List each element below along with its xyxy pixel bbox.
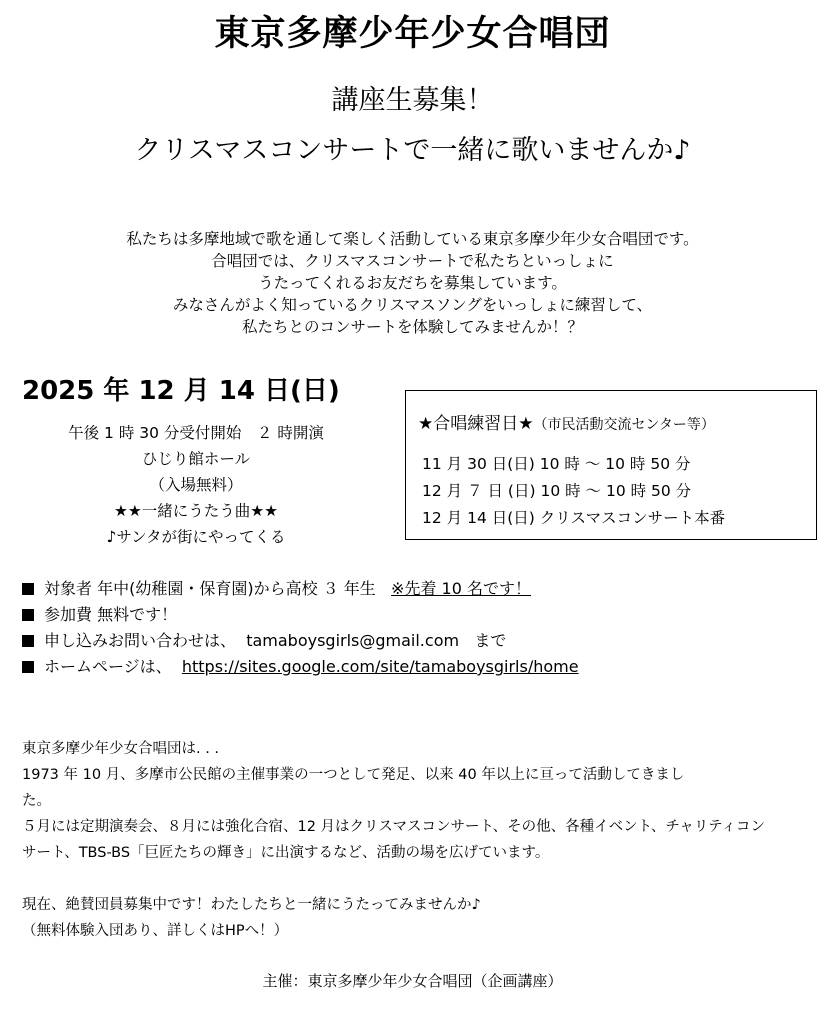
page-title: 東京多摩少年少女合唱団 — [214, 14, 611, 54]
spacer — [22, 866, 812, 892]
about-section — [22, 736, 812, 944]
info-homepage — [22, 654, 579, 680]
target-note: ※先着 10 名です！ — [391, 579, 531, 598]
intro-line: 私たちとのコンサートを体験してみませんか！？ — [241, 318, 583, 336]
practice-schedule-box — [405, 390, 817, 540]
homepage-link[interactable]: https://sites.google.com/site/tamaboysgirls/home — [181, 657, 579, 676]
about-line: ５月には定期演奏会、８月には強化合宿、12 月はクリスマスコンサート、その他、各種イベント、チャリティコン — [22, 819, 765, 835]
contact-suffix: まで — [474, 631, 507, 650]
target-label: 対象者 — [44, 579, 93, 598]
contact-email-link[interactable]: tamaboysgirls@gmail.com — [246, 631, 460, 650]
intro-line: 合唱団では、クリスマスコンサートで私たちといっしょに — [211, 252, 614, 270]
event-venue: ひじり館ホール — [141, 450, 251, 468]
sponsor-footer: 主催：東京多摩少年少女合唱団（企画講座） — [262, 972, 563, 990]
contact-label: 申し込みお問い合わせは、 — [44, 631, 237, 650]
about-line: （無料体験入団あり、詳しくはHPへ！） — [22, 923, 289, 939]
song-title: ♪サンタが街にやってくる — [106, 528, 286, 546]
about-line: サート、TBS-BS「巨匠たちの輝き」に出演するなど、活動の場を広げています。 — [22, 845, 550, 861]
event-fee-note: （入場無料） — [149, 476, 243, 494]
info-contact — [22, 628, 579, 654]
about-line: 現在、絶賛団員募集中です！わたしたちと一緒にうたってみませんか♪ — [22, 897, 481, 913]
target-value: 年中(幼稚園・保育園)から高校 ３ 年生 — [97, 579, 376, 598]
intro-line: うたってくれるお友だちを募集しています。 — [258, 274, 567, 292]
event-details — [22, 420, 370, 550]
practice-item: 12 月 14 日(日) クリスマスコンサート本番 — [422, 509, 726, 527]
songs-heading: ★★一緒にうたう曲★★ — [113, 502, 279, 520]
about-line: た。 — [22, 793, 51, 809]
square-bullet-icon — [22, 583, 34, 595]
info-list — [22, 576, 579, 680]
recruit-heading: 講座生募集！ — [331, 85, 494, 116]
intro-paragraph — [0, 228, 825, 338]
square-bullet-icon — [22, 661, 34, 673]
homepage-label: ホームページは、 — [44, 657, 172, 676]
practice-heading-note: （市民活動交流センター等） — [533, 417, 715, 433]
about-line: 1973 年 10 月、多摩市公民館の主催事業の一つとして発足、以来 40 年以上に亘って活動してきまし — [22, 767, 685, 783]
fee-value: 無料です！ — [97, 605, 178, 624]
invitation-heading: クリスマスコンサートで一緒に歌いませんか♪ — [134, 135, 691, 166]
practice-list — [422, 451, 725, 532]
square-bullet-icon — [22, 635, 34, 647]
practice-heading-label: ★合唱練習日★ — [418, 414, 534, 434]
about-line: 東京多摩少年少女合唱団は. . . — [22, 741, 220, 757]
practice-item: 11 月 30 日(日) 10 時 ～ 10 時 50 分 — [422, 455, 691, 473]
square-bullet-icon — [22, 609, 34, 621]
practice-heading — [418, 409, 715, 434]
info-fee — [22, 602, 579, 628]
concert-date: 2025 年 12 月 14 日(日) — [22, 376, 340, 406]
event-time: 午後 1 時 30 分受付開始 ２ 時開演 — [68, 424, 324, 442]
info-target — [22, 576, 579, 602]
practice-item: 12 月 ７ 日 (日) 10 時 ～ 10 時 50 分 — [422, 482, 692, 500]
intro-line: みなさんがよく知っているクリスマスソングをいっしょに練習して、 — [172, 296, 653, 314]
fee-label: 参加費 — [44, 605, 93, 624]
intro-line: 私たちは多摩地域で歌を通して楽しく活動している東京多摩少年少女合唱団です。 — [126, 230, 699, 248]
